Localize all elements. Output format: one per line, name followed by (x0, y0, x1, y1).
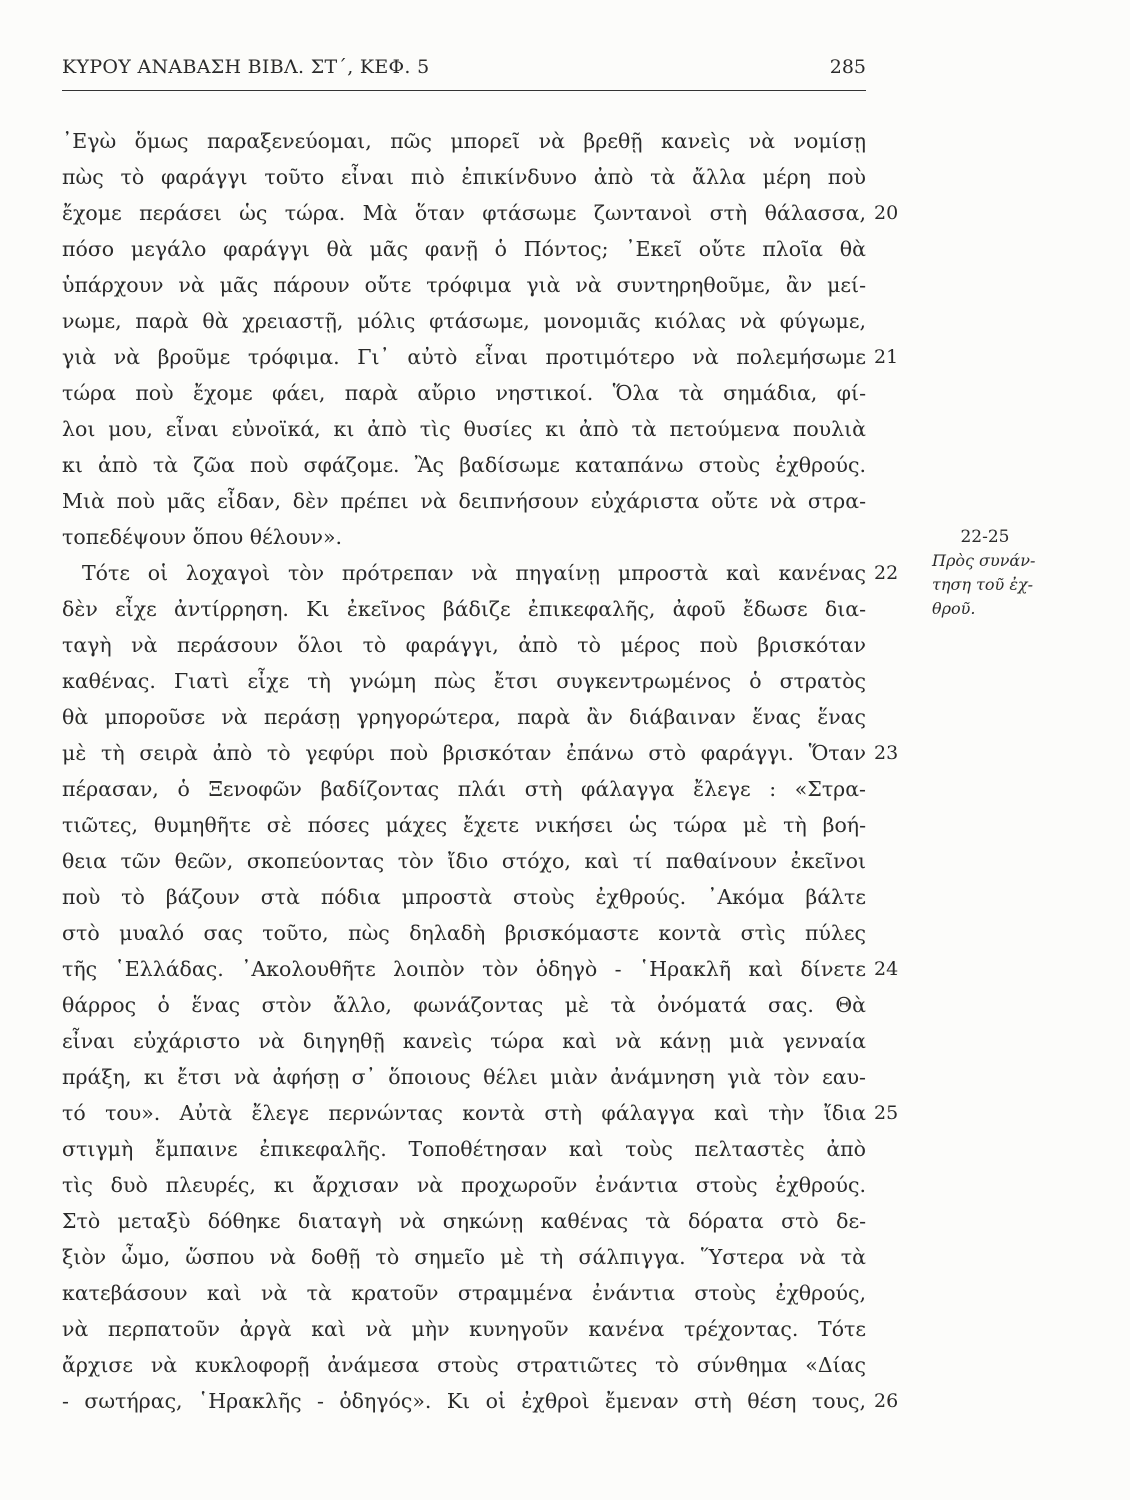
running-title: ΚΥΡΟΥ ΑΝΑΒΑΣΗ ΒΙΒΛ. ΣΤ΄, ΚΕΦ. 5 (62, 56, 430, 78)
text-line: τὶς δυὸ πλευρές, κι ἄρχισαν νὰ προχωροῦν ἐνάντια στοὺς ἐχθρούς. (62, 1173, 866, 1197)
text-line: Μιὰ ποὺ μᾶς εἶδαν, δὲν πρέπει νὰ δειπνήσουν εὐχάριστα οὔτε νὰ στρα- (62, 489, 866, 513)
running-header (62, 52, 866, 91)
text-line: πόσο μεγάλο φαράγγι θὰ μᾶς φανῇ ὁ Πόντος; ᾿Εκεῖ οὔτε πλοῖα θὰ (62, 237, 866, 261)
text-line: - σωτήρας, ῾Ηρακλῆς - ὁδηγός». Κι οἱ ἐχθροὶ ἔμεναν στὴ θέση τους, (62, 1389, 866, 1413)
margin-note (930, 525, 1040, 621)
text-line: τῆς ῾Ελλάδας. ᾿Ακολουθῆτε λοιπὸν τὸν ὁδηγὸ - ῾Ηρακλῆ καὶ δίνετε (62, 957, 866, 981)
text-line: στὸ μυαλό σας τοῦτο, πὼς δηλαδὴ βρισκόμαστε κοντὰ στὶς πύλες (62, 921, 866, 945)
margin-note-range: 22-25 (960, 527, 1010, 547)
text-line: λοι μου, εἶναι εὐνοϊκά, κι ἀπὸ τὶς θυσίες κι ἀπὸ τὰ πετούμενα πουλιὰ (62, 417, 866, 441)
margin-note-text: θροῦ. (932, 599, 976, 618)
text-line: θὰ μποροῦσε νὰ περάσῃ γρηγορώτερα, παρὰ ἂν διάβαιναν ἕνας ἕνας (62, 705, 866, 729)
margin-note-text: τηση τοῦ ἐχ- (932, 575, 1034, 594)
text-line: ὑπάρχουν νὰ μᾶς πάρουν οὔτε τρόφιμα γιὰ νὰ συντηρηθοῦμε, ἂν μεί- (62, 273, 866, 297)
verse-number: 26 (874, 1390, 899, 1412)
text-line: εἶναι εὐχάριστο νὰ διηγηθῇ κανεὶς τώρα καὶ νὰ κάνῃ μιὰ γενναία (62, 1029, 866, 1053)
text-line: καθένας. Γιατὶ εἶχε τὴ γνώμη πὼς ἔτσι συγκεντρωμένος ὁ στρατὸς (62, 669, 866, 693)
margin-note-text: Πρὸς συνάν- (932, 551, 1036, 570)
text-line: πὼς τὸ φαράγγι τοῦτο εἶναι πιὸ ἐπικίνδυνο ἀπὸ τὰ ἄλλα μέρη ποὺ (62, 165, 866, 189)
text-line: πράξη, κι ἔτσι νὰ ἀφήσῃ σ᾿ ὅποιους θέλει μιὰν ἀνάμνηση γιὰ τὸν εαυ- (62, 1065, 866, 1089)
verse-number: 24 (874, 958, 899, 980)
text-line: ἔχομε περάσει ὡς τώρα. Μὰ ὅταν φτάσωμε ζωντανοὶ στὴ θάλασσα, (62, 201, 866, 225)
text-line: πέρασαν, ὁ Ξενοφῶν βαδίζοντας πλάι στὴ φάλαγγα ἔλεγε : «Στρα- (62, 777, 866, 801)
text-line: τό του». Αὐτὰ ἔλεγε περνώντας κοντὰ στὴ φάλαγγα καὶ τὴν ἴδια (62, 1101, 866, 1125)
text-line: ποὺ τὸ βάζουν στὰ πόδια μπροστὰ στοὺς ἐχθρούς. ᾿Ακόμα βάλτε (62, 885, 866, 909)
verse-number: 22 (874, 562, 899, 584)
text-line: θεια τῶν θεῶν, σκοπεύοντας τὸν ἴδιο στόχο, καὶ τί παθαίνουν ἐκεῖνοι (62, 849, 866, 873)
text-line: γιὰ νὰ βροῦμε τρόφιμα. Γι᾿ αὐτὸ εἶναι προτιμότερο νὰ πολεμήσωμε (62, 345, 866, 369)
text-line: τιῶτες, θυμηθῆτε σὲ πόσες μάχες ἔχετε νικήσει ὡς τώρα μὲ τὴ βοή- (62, 813, 866, 837)
verse-number: 23 (874, 742, 899, 764)
text-line: Τότε οἱ λοχαγοὶ τὸν πρότρεπαν νὰ πηγαίνῃ μπροστὰ καὶ κανένας (82, 561, 866, 585)
text-line: ἄρχισε νὰ κυκλοφορῇ ἀνάμεσα στοὺς στρατιῶτες τὸ σύνθημα «Δίας (62, 1353, 866, 1377)
text-line: ξιὸν ὦμο, ὥσπου νὰ δοθῇ τὸ σημεῖο μὲ τὴ σάλπιγγα. Ὕστερα νὰ τὰ (62, 1245, 866, 1269)
text-line: στιγμὴ ἔμπαινε ἐπικεφαλῆς. Τοποθέτησαν καὶ τοὺς πελταστὲς ἀπὸ (62, 1137, 866, 1161)
page-number: 285 (829, 56, 866, 78)
text-line: κατεβάσουν καὶ νὰ τὰ κρατοῦν στραμμένα ἐνάντια στοὺς ἐχθρούς, (62, 1281, 866, 1305)
text-line: νωμε, παρὰ θὰ χρειαστῇ, μόλις φτάσωμε, μονομιᾶς κιόλας νὰ φύγωμε, (62, 309, 866, 333)
text-line: τώρα ποὺ ἔχομε φάει, παρὰ αὔριο νηστικοί. Ὅλα τὰ σημάδια, φί- (62, 381, 866, 405)
text-line: θάρρος ὁ ἕνας στὸν ἄλλο, φωνάζοντας μὲ τὰ ὀνόματά σας. Θὰ (62, 993, 866, 1017)
text-line: δὲν εἶχε ἀντίρρηση. Κι ἐκεῖνος βάδιζε ἐπικεφαλῆς, ἀφοῦ ἔδωσε δια- (62, 597, 866, 621)
text-line: μὲ τὴ σειρὰ ἀπὸ τὸ γεφύρι ποὺ βρισκόταν ἐπάνω στὸ φαράγγι. Ὅταν (62, 741, 866, 765)
text-line: ταγὴ νὰ περάσουν ὅλοι τὸ φαράγγι, ἀπὸ τὸ μέρος ποὺ βρισκόταν (62, 633, 866, 657)
verse-number: 21 (874, 346, 899, 368)
text-line: ᾿Εγὼ ὅμως παραξενεύομαι, πῶς μπορεῖ νὰ βρεθῇ κανεὶς νὰ νομίσῃ (62, 129, 866, 153)
text-line: τοπεδέψουν ὅπου θέλουν». (62, 525, 343, 549)
verse-number: 25 (874, 1102, 899, 1124)
text-line: Στὸ μεταξὺ δόθηκε διαταγὴ νὰ σηκώνῃ καθένας τὰ δόρατα στὸ δε- (62, 1209, 866, 1233)
text-line: κι ἀπὸ τὰ ζῶα ποὺ σφάζομε. Ἂς βαδίσωμε καταπάνω στοὺς ἐχθρούς. (62, 453, 866, 477)
text-line: νὰ περπατοῦν ἀργὰ καὶ νὰ μὴν κυνηγοῦν κανένα τρέχοντας. Τότε (62, 1317, 866, 1341)
verse-number: 20 (874, 202, 899, 224)
